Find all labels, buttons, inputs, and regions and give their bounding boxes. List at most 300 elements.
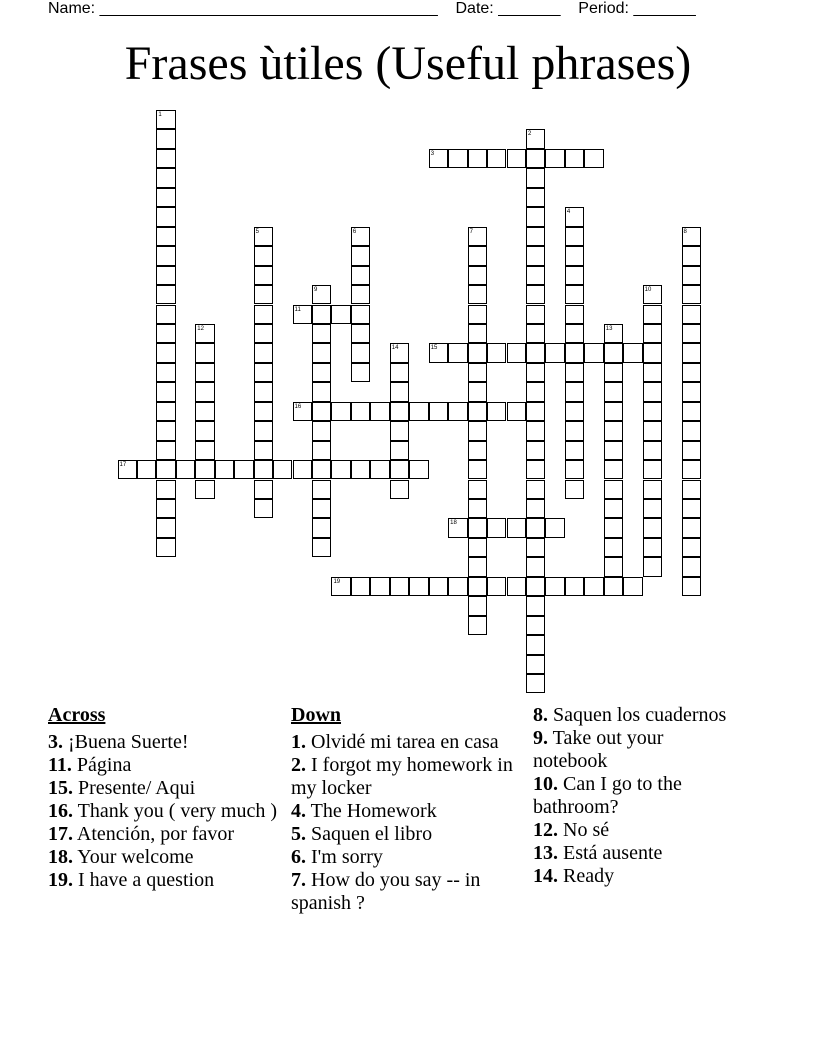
grid-cell[interactable]: [293, 305, 312, 324]
grid-cell[interactable]: [565, 305, 584, 324]
grid-cell[interactable]: [604, 421, 623, 440]
grid-cell[interactable]: [682, 343, 701, 362]
grid-cell[interactable]: [351, 285, 370, 304]
grid-cell[interactable]: [468, 441, 487, 460]
clue-number: 19.: [48, 869, 73, 891]
grid-cell[interactable]: [312, 421, 331, 440]
grid-cell[interactable]: [156, 266, 175, 285]
grid-cell[interactable]: [156, 110, 175, 129]
grid-clue-number: 2: [527, 131, 532, 138]
grid-cell[interactable]: [526, 343, 545, 362]
grid-cell[interactable]: [468, 421, 487, 440]
grid-cell[interactable]: [312, 285, 331, 304]
grid-cell[interactable]: [156, 499, 175, 518]
grid-cell[interactable]: [468, 382, 487, 401]
grid-cell[interactable]: [195, 421, 214, 440]
grid-cell[interactable]: [448, 149, 467, 168]
grid-cell[interactable]: [468, 363, 487, 382]
grid-cell[interactable]: [312, 441, 331, 460]
grid-cell[interactable]: [682, 480, 701, 499]
grid-cell[interactable]: [526, 246, 545, 265]
grid-cell[interactable]: [565, 577, 584, 596]
grid-cell[interactable]: [118, 460, 137, 479]
grid-cell[interactable]: [507, 577, 526, 596]
grid-cell[interactable]: [156, 129, 175, 148]
grid-cell[interactable]: [409, 402, 428, 421]
grid-cell[interactable]: [682, 557, 701, 576]
grid-cell[interactable]: [565, 266, 584, 285]
grid-cell[interactable]: [254, 441, 273, 460]
grid-cell[interactable]: [195, 480, 214, 499]
grid-cell[interactable]: [545, 343, 564, 362]
grid-cell[interactable]: [254, 363, 273, 382]
grid-cell[interactable]: [390, 343, 409, 362]
grid-cell[interactable]: [526, 382, 545, 401]
grid-cell[interactable]: [643, 460, 662, 479]
grid-cell[interactable]: [643, 499, 662, 518]
grid-cell[interactable]: [351, 363, 370, 382]
clue-item: [533, 773, 733, 819]
grid-cell[interactable]: [195, 343, 214, 362]
grid-cell[interactable]: [682, 577, 701, 596]
grid-cell[interactable]: [604, 538, 623, 557]
clue-number: 7.: [291, 869, 306, 891]
grid-cell[interactable]: [565, 382, 584, 401]
grid-cell[interactable]: [604, 518, 623, 537]
grid-cell[interactable]: [156, 343, 175, 362]
grid-cell[interactable]: [351, 324, 370, 343]
grid-cell[interactable]: [390, 577, 409, 596]
grid-cell[interactable]: [254, 480, 273, 499]
down-list-continued: [533, 704, 733, 888]
grid-cell[interactable]: [390, 480, 409, 499]
grid-cell[interactable]: [351, 460, 370, 479]
grid-cell[interactable]: [643, 324, 662, 343]
clue-text: The Homework: [306, 800, 437, 822]
grid-cell[interactable]: [156, 402, 175, 421]
grid-cell[interactable]: [643, 402, 662, 421]
grid-cell[interactable]: [390, 382, 409, 401]
grid-cell[interactable]: [448, 402, 467, 421]
grid-cell[interactable]: [507, 402, 526, 421]
grid-cell[interactable]: [468, 616, 487, 635]
grid-cell[interactable]: [156, 460, 175, 479]
grid-cell[interactable]: [526, 207, 545, 226]
grid-cell[interactable]: [526, 402, 545, 421]
clue-text: Can I go to the bathroom?: [533, 773, 682, 818]
grid-cell[interactable]: [565, 149, 584, 168]
grid-cell[interactable]: [682, 246, 701, 265]
grid-cell[interactable]: [526, 674, 545, 693]
grid-cell[interactable]: [604, 499, 623, 518]
grid-cell[interactable]: [604, 441, 623, 460]
grid-cell[interactable]: [643, 343, 662, 362]
grid-cell[interactable]: [526, 480, 545, 499]
grid-cell[interactable]: [468, 499, 487, 518]
grid-cell[interactable]: [331, 402, 350, 421]
grid-cell[interactable]: [565, 460, 584, 479]
clue-item: [533, 842, 733, 865]
grid-cell[interactable]: [526, 596, 545, 615]
grid-cell[interactable]: [254, 382, 273, 401]
grid-cell[interactable]: [468, 266, 487, 285]
grid-cell[interactable]: [643, 382, 662, 401]
grid-cell[interactable]: [195, 382, 214, 401]
grid-cell[interactable]: [195, 441, 214, 460]
grid-cell[interactable]: [429, 402, 448, 421]
grid-cell[interactable]: [643, 441, 662, 460]
grid-cell[interactable]: [254, 246, 273, 265]
grid-cell[interactable]: [312, 382, 331, 401]
grid-cell[interactable]: [526, 655, 545, 674]
grid-clue-number: 18: [450, 520, 457, 527]
grid-cell[interactable]: [565, 343, 584, 362]
clue-text: Presente/ Aqui: [73, 777, 196, 799]
grid-cell[interactable]: [351, 305, 370, 324]
grid-clue-number: 15: [430, 345, 438, 352]
clue-number: 17.: [48, 823, 73, 845]
grid-cell[interactable]: [526, 499, 545, 518]
grid-cell[interactable]: [156, 227, 175, 246]
grid-cell[interactable]: [195, 363, 214, 382]
grid-cell[interactable]: [682, 421, 701, 440]
grid-cell[interactable]: [526, 421, 545, 440]
grid-cell[interactable]: [584, 343, 603, 362]
grid-cell[interactable]: [156, 480, 175, 499]
grid-clue-number: 3: [430, 150, 435, 157]
name-label: Name:: [48, 0, 96, 17]
grid-cell[interactable]: [312, 305, 331, 324]
grid-cell[interactable]: [507, 343, 526, 362]
grid-cell[interactable]: [545, 577, 564, 596]
grid-cell[interactable]: [312, 518, 331, 537]
grid-cell[interactable]: [526, 538, 545, 557]
grid-cell[interactable]: [176, 460, 195, 479]
grid-cell[interactable]: [682, 305, 701, 324]
grid-cell[interactable]: [156, 168, 175, 187]
grid-cell[interactable]: [526, 324, 545, 343]
grid-cell[interactable]: [468, 402, 487, 421]
clue-text: Atención, por favor: [73, 823, 235, 845]
clue-item: [48, 777, 278, 800]
grid-cell[interactable]: [215, 460, 234, 479]
grid-cell[interactable]: [565, 363, 584, 382]
grid-cell[interactable]: [682, 538, 701, 557]
grid-cell[interactable]: [156, 149, 175, 168]
date-line: _______: [498, 0, 561, 17]
grid-cell[interactable]: [254, 343, 273, 362]
grid-cell[interactable]: [682, 382, 701, 401]
grid-cell[interactable]: [254, 402, 273, 421]
grid-cell[interactable]: [545, 149, 564, 168]
grid-cell[interactable]: [468, 596, 487, 615]
down-clues-continued: [533, 704, 733, 888]
grid-cell[interactable]: [293, 460, 312, 479]
grid-cell[interactable]: [565, 324, 584, 343]
grid-cell[interactable]: [526, 616, 545, 635]
grid-cell[interactable]: [331, 305, 350, 324]
grid-cell[interactable]: [293, 402, 312, 421]
grid-cell[interactable]: [604, 402, 623, 421]
grid-clue-number: 19: [333, 578, 341, 585]
grid-cell[interactable]: [448, 518, 467, 537]
grid-cell[interactable]: [195, 402, 214, 421]
grid-cell[interactable]: [526, 149, 545, 168]
grid-cell[interactable]: [468, 227, 487, 246]
grid-cell[interactable]: [468, 324, 487, 343]
grid-cell[interactable]: [545, 518, 564, 537]
grid-cell[interactable]: [273, 460, 292, 479]
grid-cell[interactable]: [254, 421, 273, 440]
clue-text: Olvidé mi tarea en casa: [306, 731, 499, 753]
grid-cell[interactable]: [526, 188, 545, 207]
grid-clue-number: 17: [119, 462, 127, 469]
grid-cell[interactable]: [468, 343, 487, 362]
clue-text: Saquen el libro: [306, 823, 433, 845]
grid-cell[interactable]: [468, 246, 487, 265]
grid-cell[interactable]: [526, 266, 545, 285]
grid-cell[interactable]: [526, 441, 545, 460]
grid-cell[interactable]: [312, 480, 331, 499]
grid-cell[interactable]: [448, 577, 467, 596]
grid-cell[interactable]: [682, 441, 701, 460]
grid-cell[interactable]: [312, 324, 331, 343]
grid-cell[interactable]: [643, 421, 662, 440]
clue-number: 9.: [533, 727, 548, 749]
grid-cell[interactable]: [429, 343, 448, 362]
grid-cell[interactable]: [682, 363, 701, 382]
clue-number: 6.: [291, 846, 306, 868]
clue-item: [291, 869, 523, 915]
grid-cell[interactable]: [682, 518, 701, 537]
grid-cell[interactable]: [623, 343, 642, 362]
clue-item: [48, 754, 278, 777]
grid-clue-number: 5: [255, 228, 259, 235]
grid-cell[interactable]: [195, 460, 214, 479]
grid-clue-number: 16: [294, 403, 302, 410]
grid-cell[interactable]: [565, 402, 584, 421]
grid-cell[interactable]: [565, 285, 584, 304]
grid-cell[interactable]: [565, 480, 584, 499]
grid-cell[interactable]: [351, 577, 370, 596]
clue-text: I'm sorry: [306, 846, 383, 868]
clue-text: I forgot my homework in my locker: [291, 754, 513, 799]
grid-cell[interactable]: [643, 285, 662, 304]
clue-text: No sé: [558, 819, 610, 841]
grid-cell[interactable]: [331, 460, 350, 479]
period-label: Period:: [578, 0, 629, 17]
grid-cell[interactable]: [643, 538, 662, 557]
grid-cell[interactable]: [565, 207, 584, 226]
grid-cell[interactable]: [312, 363, 331, 382]
grid-cell[interactable]: [409, 577, 428, 596]
grid-cell[interactable]: [468, 480, 487, 499]
grid-cell[interactable]: [254, 266, 273, 285]
grid-clue-number: 14: [391, 345, 399, 352]
grid-cell[interactable]: [526, 227, 545, 246]
clue-item: [48, 731, 278, 754]
grid-cell[interactable]: [584, 577, 603, 596]
grid-cell[interactable]: [429, 577, 448, 596]
grid-cell[interactable]: [526, 363, 545, 382]
grid-clue-number: 6: [352, 228, 357, 235]
grid-cell[interactable]: [643, 305, 662, 324]
grid-cell[interactable]: [526, 305, 545, 324]
grid-cell[interactable]: [468, 305, 487, 324]
grid-cell[interactable]: [254, 305, 273, 324]
down-clues: [291, 704, 523, 915]
grid-cell[interactable]: [351, 266, 370, 285]
grid-cell[interactable]: [156, 207, 175, 226]
grid-cell[interactable]: [254, 499, 273, 518]
grid-cell[interactable]: [468, 460, 487, 479]
grid-cell[interactable]: [429, 149, 448, 168]
grid-cell[interactable]: [156, 285, 175, 304]
grid-cell[interactable]: [370, 460, 389, 479]
grid-cell[interactable]: [682, 324, 701, 343]
grid-clue-number: 7: [469, 228, 473, 235]
grid-cell[interactable]: [448, 343, 467, 362]
grid-cell[interactable]: [526, 168, 545, 187]
grid-cell[interactable]: [643, 557, 662, 576]
clue-number: 3.: [48, 731, 63, 753]
clue-number: 18.: [48, 846, 73, 868]
grid-cell[interactable]: [526, 518, 545, 537]
grid-cell[interactable]: [156, 188, 175, 207]
grid-cell[interactable]: [156, 363, 175, 382]
grid-cell[interactable]: [526, 460, 545, 479]
grid-cell[interactable]: [604, 363, 623, 382]
grid-cell[interactable]: [312, 343, 331, 362]
clue-text: Take out your notebook: [533, 727, 664, 772]
grid-cell[interactable]: [156, 246, 175, 265]
clue-item: [48, 846, 278, 869]
clue-item: [48, 869, 278, 892]
grid-cell[interactable]: [584, 149, 603, 168]
grid-cell[interactable]: [312, 460, 331, 479]
grid-cell[interactable]: [507, 518, 526, 537]
grid-cell[interactable]: [604, 577, 623, 596]
grid-cell[interactable]: [156, 441, 175, 460]
grid-cell[interactable]: [351, 343, 370, 362]
grid-clue-number: 10: [644, 287, 652, 294]
grid-cell[interactable]: [682, 227, 701, 246]
grid-cell[interactable]: [390, 441, 409, 460]
clue-item: [533, 727, 733, 773]
grid-cell[interactable]: [526, 635, 545, 654]
period-line: _______: [633, 0, 696, 17]
grid-cell[interactable]: [409, 460, 428, 479]
clue-item: [291, 846, 523, 869]
grid-cell[interactable]: [156, 421, 175, 440]
grid-cell[interactable]: [312, 499, 331, 518]
grid-cell[interactable]: [604, 557, 623, 576]
grid-cell[interactable]: [156, 382, 175, 401]
clue-item: [48, 823, 278, 846]
grid-cell[interactable]: [468, 577, 487, 596]
grid-cell[interactable]: [682, 285, 701, 304]
grid-cell[interactable]: [604, 480, 623, 499]
grid-cell[interactable]: [351, 246, 370, 265]
grid-cell[interactable]: [156, 518, 175, 537]
grid-cell[interactable]: [390, 402, 409, 421]
grid-cell[interactable]: [643, 480, 662, 499]
grid-cell[interactable]: [487, 402, 506, 421]
grid-cell[interactable]: [682, 460, 701, 479]
grid-cell[interactable]: [370, 577, 389, 596]
grid-cell[interactable]: [254, 285, 273, 304]
grid-cell[interactable]: [526, 577, 545, 596]
clue-number: 12.: [533, 819, 558, 841]
grid-cell[interactable]: [623, 577, 642, 596]
grid-cell[interactable]: [137, 460, 156, 479]
grid-cell[interactable]: [565, 421, 584, 440]
grid-cell[interactable]: [234, 460, 253, 479]
grid-cell[interactable]: [604, 343, 623, 362]
grid-cell[interactable]: [604, 460, 623, 479]
grid-cell[interactable]: [195, 324, 214, 343]
clue-number: 1.: [291, 731, 306, 753]
grid-cell[interactable]: [254, 460, 273, 479]
grid-cell[interactable]: [468, 285, 487, 304]
grid-cell[interactable]: [468, 149, 487, 168]
clue-item: [533, 704, 733, 727]
clue-text: Saquen los cuadernos: [548, 704, 727, 726]
grid-cell[interactable]: [468, 538, 487, 557]
grid-cell[interactable]: [682, 402, 701, 421]
down-list: [291, 731, 523, 915]
grid-cell[interactable]: [468, 518, 487, 537]
grid-cell[interactable]: [487, 518, 506, 537]
grid-cell[interactable]: [565, 246, 584, 265]
grid-clue-number: 1: [158, 112, 162, 118]
grid-cell[interactable]: [604, 382, 623, 401]
grid-cell[interactable]: [507, 149, 526, 168]
grid-cell[interactable]: [331, 577, 350, 596]
grid-cell[interactable]: [682, 266, 701, 285]
grid-cell[interactable]: [254, 227, 273, 246]
grid-cell[interactable]: [351, 227, 370, 246]
clue-number: 2.: [291, 754, 306, 776]
grid-cell[interactable]: [254, 324, 273, 343]
grid-cell[interactable]: [156, 538, 175, 557]
grid-cell[interactable]: [604, 324, 623, 343]
grid-cell[interactable]: [682, 499, 701, 518]
grid-cell[interactable]: [526, 557, 545, 576]
grid-cell[interactable]: [468, 557, 487, 576]
grid-cell[interactable]: [565, 441, 584, 460]
grid-cell[interactable]: [390, 421, 409, 440]
grid-cell[interactable]: [643, 363, 662, 382]
grid-cell[interactable]: [156, 305, 175, 324]
clue-text: Está ausente: [558, 842, 663, 864]
clue-item: [48, 800, 278, 823]
grid-cell[interactable]: [487, 343, 506, 362]
grid-cell[interactable]: [312, 538, 331, 557]
grid-cell[interactable]: [565, 227, 584, 246]
grid-cell[interactable]: [351, 402, 370, 421]
grid-cell[interactable]: [370, 402, 389, 421]
grid-cell[interactable]: [487, 149, 506, 168]
grid-cell[interactable]: [526, 285, 545, 304]
grid-cell[interactable]: [390, 460, 409, 479]
grid-cell[interactable]: [390, 363, 409, 382]
grid-cell[interactable]: [643, 518, 662, 537]
grid-cell[interactable]: [312, 402, 331, 421]
grid-cell[interactable]: [526, 129, 545, 148]
grid-cell[interactable]: [156, 324, 175, 343]
grid-cell[interactable]: [487, 577, 506, 596]
